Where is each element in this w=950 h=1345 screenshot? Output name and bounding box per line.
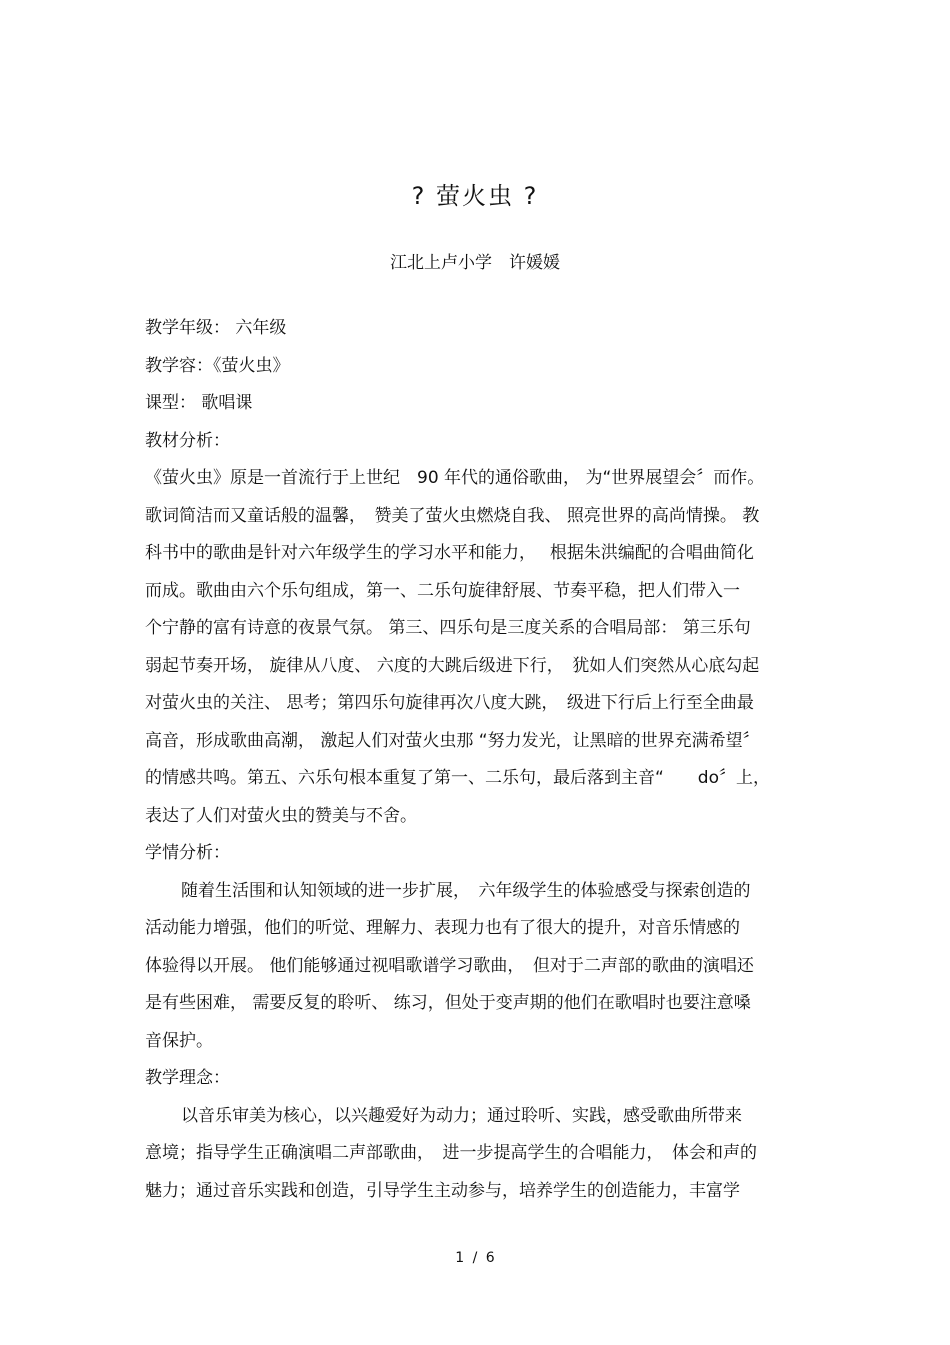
paragraph-line: 魅力；通过音乐实践和创造，引导学生主动参与，培养学生的创造能力，丰富学 [145,1180,740,1201]
paragraph-line: 随着生活围和认知领域的进一步扩展， 六年级学生的体验感受与探索创造的 [181,880,751,901]
paragraph-line: 意境；指导学生正确演唱二声部歌曲， 进一步提高学生的合唱能力， 体会和声的 [145,1143,757,1163]
document-body [145,310,810,1210]
paragraph-line: 《萤火虫》原是一首流行于上世纪 90 年代的通俗歌曲， 为“世界展望会〞而作。 [145,468,765,488]
paragraph-line: 的情感共鸣。第五、六乐句根本重复了第一、二乐句，最后落到主音“ do〞上， [145,768,770,788]
paragraph-line: 对萤火虫的关注、 思考；第四乐句旋律再次八度大跳， 级进下行后上行至全曲最 [145,693,754,713]
paragraph-line: 个宁静的富有诗意的夜景气氛。 第三、四乐句是三度关系的合唱局部： 第三乐句 [145,618,751,638]
document-title: ? 萤火虫 ? [411,182,539,210]
paragraph-line: 而成。歌曲由六个乐句组成，第一、二乐句旋律舒展、节奏平稳，把人们带入一 [145,580,740,601]
meta-lesson-type: 课型： 歌唱课 [145,393,253,413]
section-heading-students: 学情分析： [145,843,230,863]
paragraph-line: 高音，形成歌曲高潮， 激起人们对萤火虫那 “努力发光，让黑暗的世界充满希望〞 [145,730,760,751]
paragraph-line: 歌词简洁而又童话般的温馨， 赞美了萤火虫燃烧自我、 照亮世界的高尚情操。 教 [145,505,760,526]
paragraph-line: 体验得以开展。 他们能够通过视唱歌谱学习歌曲， 但对于二声部的歌曲的演唱还 [145,955,754,976]
paragraph-line: 音保护。 [145,1030,213,1051]
paragraph-line: 科书中的歌曲是针对六年级学生的学习水平和能力， 根据朱洪编配的合唱曲简化 [145,543,754,563]
section-heading-material: 教材分析： [145,430,230,451]
meta-grade: 教学年级： 六年级 [145,318,287,338]
section-heading-philosophy: 教学理念： [145,1068,230,1088]
paragraph-line: 以音乐审美为核心，以兴趣爱好为动力；通过聆听、实践，感受歌曲所带来 [181,1105,742,1126]
page-number: 1 / 6 [455,1250,495,1266]
paragraph-line: 活动能力增强，他们的听觉、理解力、表现力也有了很大的提升，对音乐情感的 [145,918,740,938]
paragraph-line: 是有些困难， 需要反复的聆听、 练习，但处于变声期的他们在歌唱时也要注意嗓 [145,993,751,1013]
author-line: 江北上卢小学 许媛媛 [390,253,560,273]
paragraph-line: 弱起节奏开场， 旋律从八度、 六度的大跳后级进下行， 犹如人们突然从心底勾起 [145,655,760,676]
paragraph-line: 表达了人们对萤火虫的赞美与不舍。 [145,805,417,826]
meta-content: 教学容：《萤火虫》 [145,355,290,376]
